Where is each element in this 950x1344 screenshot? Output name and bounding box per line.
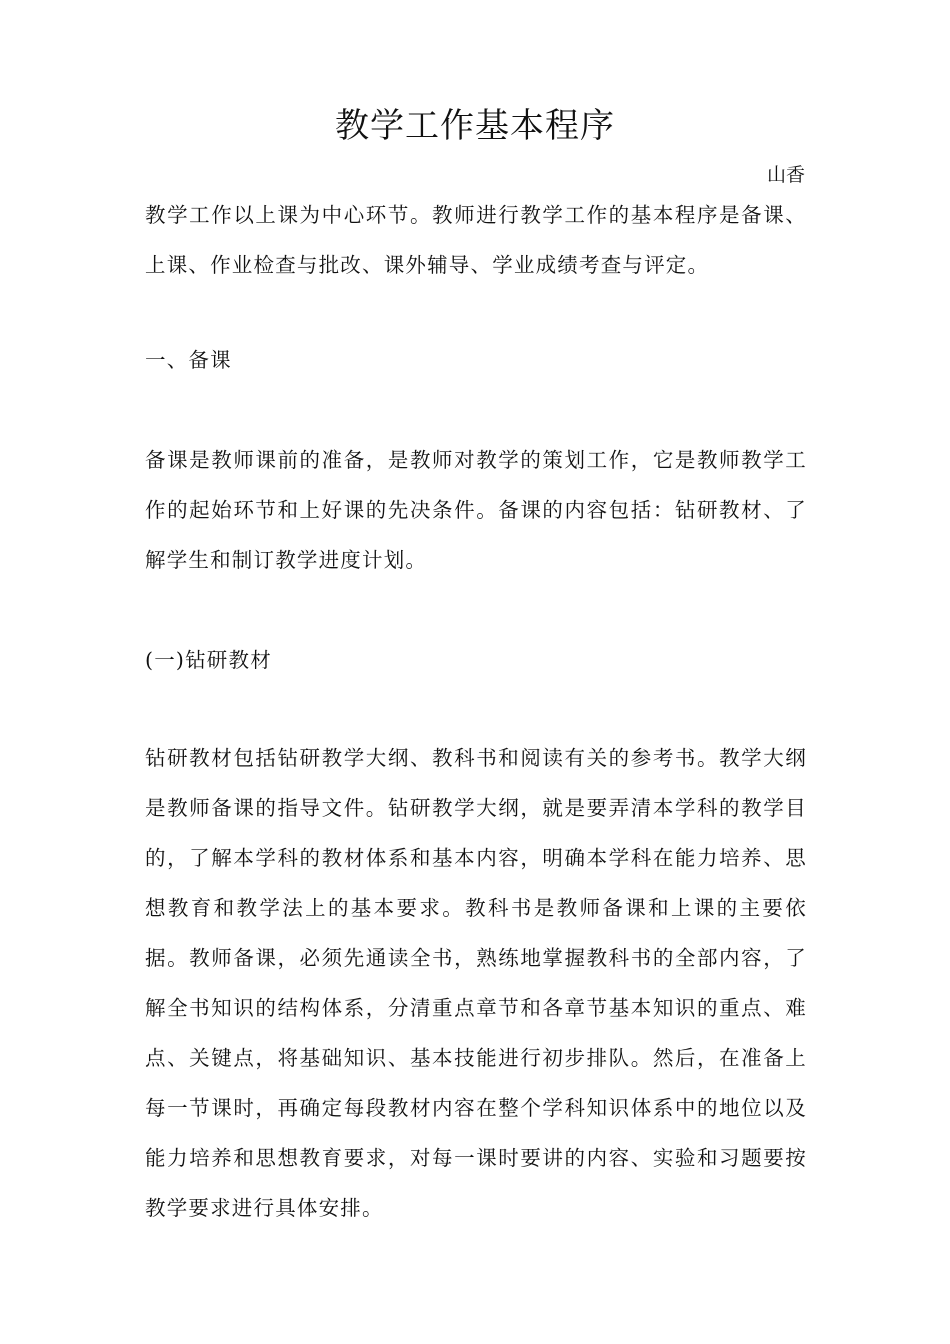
preparation-paragraph: 备课是教师课前的准备，是教师对教学的策划工作，它是教师教学工作的起始环节和上好课的先决条件。备课的内容包括：钻研教材、了解学生和制订教学进度计划。	[145, 448, 807, 572]
textbook-study-paragraph: 钻研教材包括钻研教学大纲、教科书和阅读有关的参考书。教学大纲是教师备课的指导文件。钻研教学大纲，就是要弄清本学科的教学目的，了解本学科的教材体系和基本内容，明确本学科在能力培养、思想教育和教学法上的基本要求。教科书是教师备课和上课的主要依据。教师备课，必须先通读全书，熟练地掌握教科书的全部内容，了解全书知识的结构体系，分清重点章节和各章节基本知识的重点、难点、关键点，将基础知识、基本技能进行初步排队。然后，在准备上每一节课时，再确定每段教材内容在整个学科知识体系中的地位以及能力培养和思想教育要求，对每一课时要讲的内容、实验和习题要按教学要求进行具体安排。	[145, 746, 807, 1220]
document-title: 教学工作基本程序	[335, 106, 615, 146]
author-name: 山香	[766, 164, 805, 186]
section-heading-preparation: 一、备课	[145, 348, 232, 372]
subsection-heading-textbook-study: (一)钻研教材	[145, 648, 272, 672]
intro-paragraph: 教学工作以上课为中心环节。教师进行教学工作的基本程序是备课、上课、作业检查与批改、课外辅导、学业成绩考查与评定。	[145, 203, 807, 277]
